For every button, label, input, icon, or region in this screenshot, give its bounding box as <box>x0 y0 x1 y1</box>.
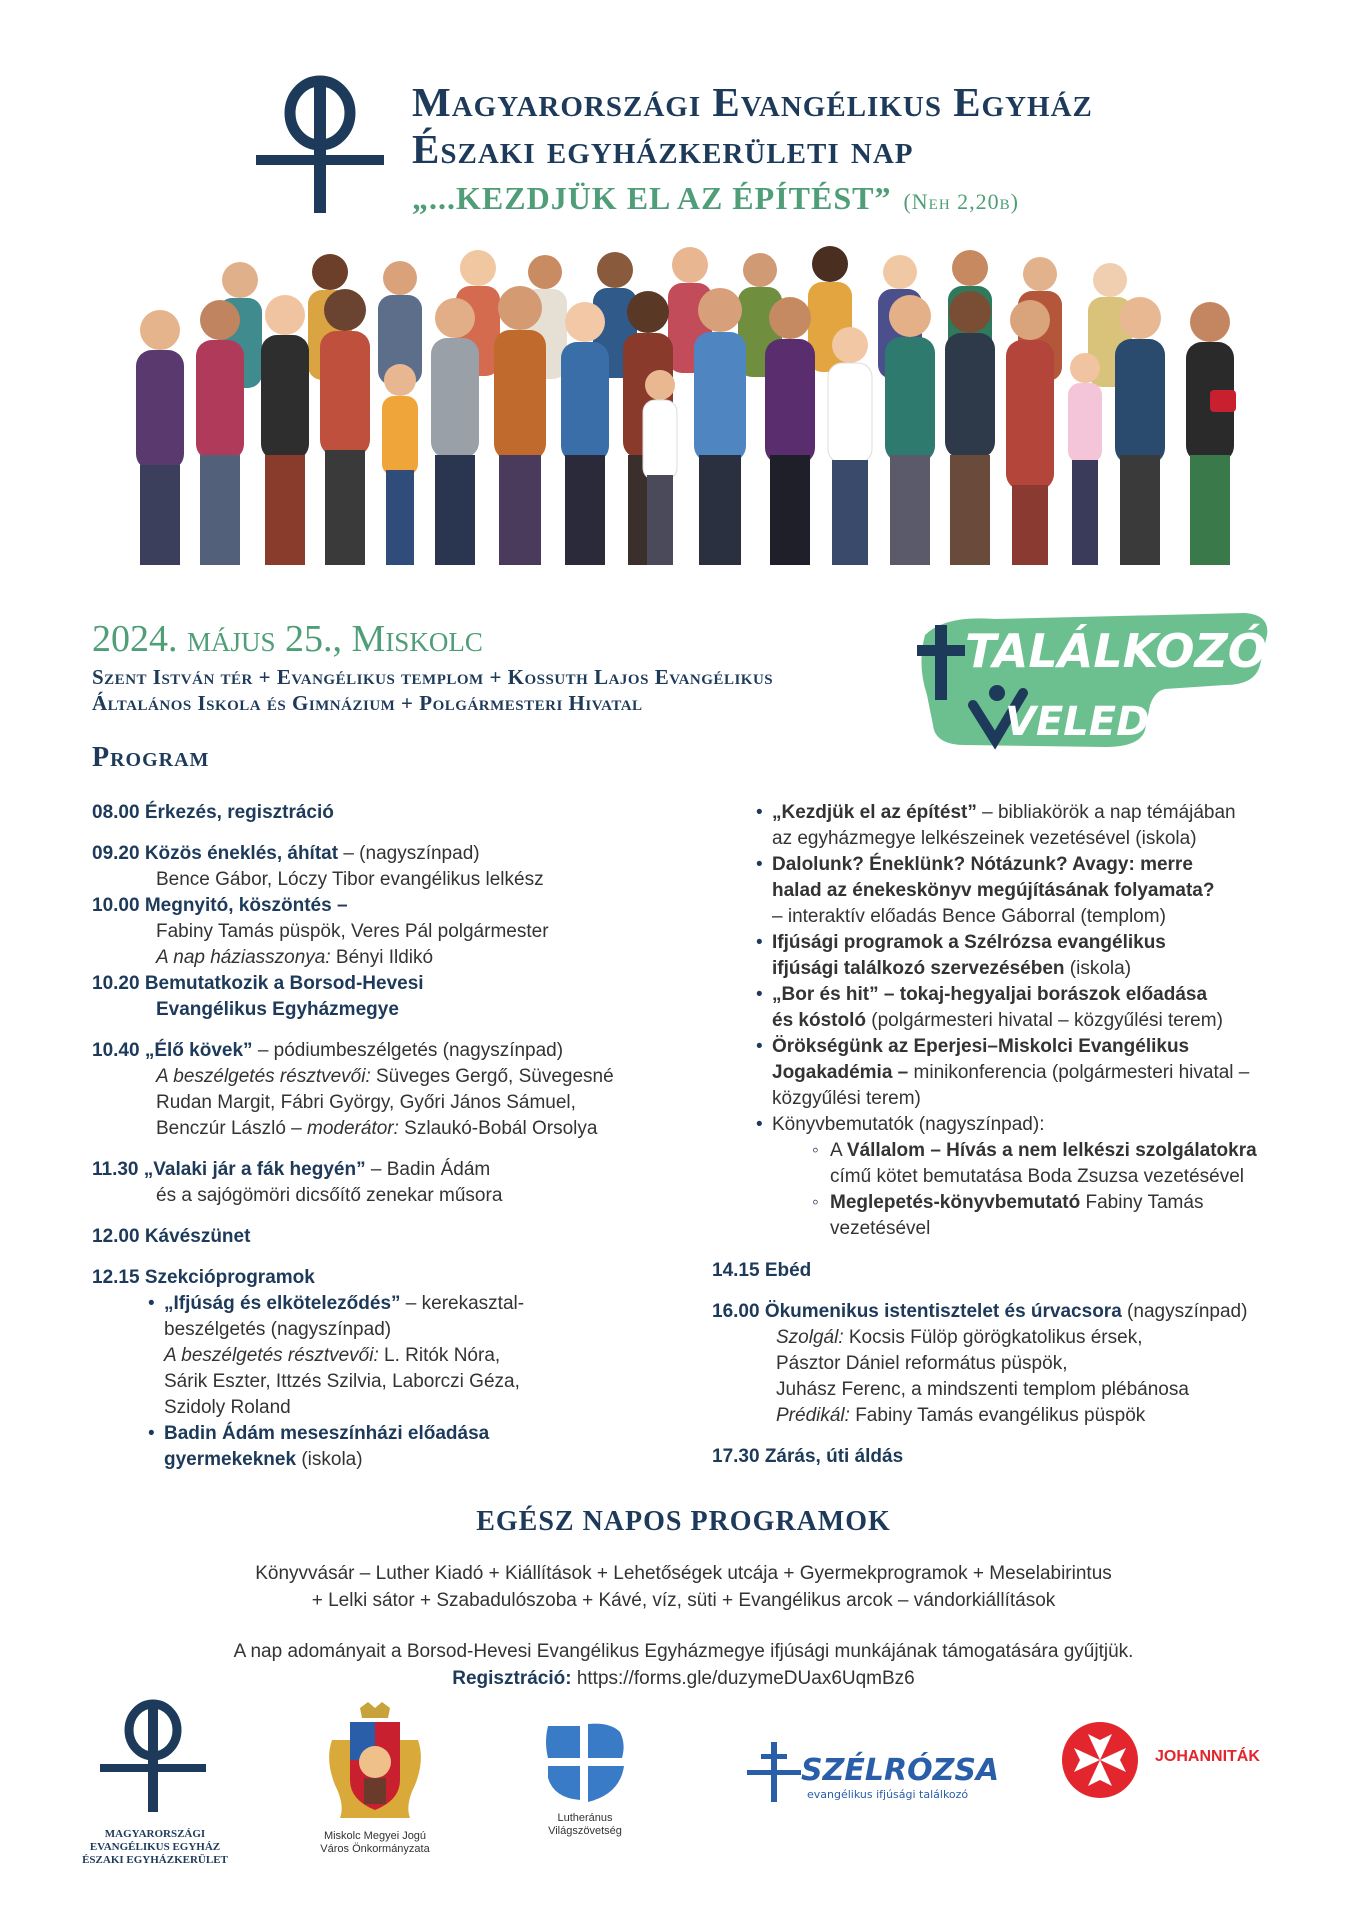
item-label: moderátor: <box>307 1118 399 1139</box>
program-item <box>92 800 692 826</box>
program-item <box>92 1038 692 1142</box>
item-time: 12.15 <box>92 1267 140 1288</box>
motto-text: „...KEZDJÜK EL AZ ÉPÍTÉST” <box>412 180 892 216</box>
item-detail: közgyűlési terem) <box>772 1088 921 1109</box>
event-venue <box>92 664 892 716</box>
item-title: Dalolunk? Éneklünk? Nótázunk? Avagy: merre <box>772 854 1193 875</box>
szelrozsa-name: SZÉLRÓZSA <box>801 1753 1000 1788</box>
badge-word-2: VELED <box>1005 699 1150 745</box>
lwf-caption <box>505 1812 665 1838</box>
item-time: 14.15 <box>712 1260 760 1281</box>
caption-line: Miskolc Megyei Jogú <box>323 1830 427 1842</box>
item-detail: – (nagyszínpad) <box>338 843 480 864</box>
item-time: 10.40 <box>92 1040 140 1061</box>
item-title: Bemutatkozik a Borsod-Hevesi <box>144 973 424 994</box>
donation-notice <box>0 1638 1367 1692</box>
item-title: „Ifjúság és elköteleződés” <box>164 1293 401 1314</box>
program-right-column <box>712 800 1332 1485</box>
item-label: A nap háziasszonya: <box>156 947 331 968</box>
section-bullet <box>756 1112 1332 1242</box>
item-detail: – kerekasztal- <box>400 1293 525 1314</box>
miskolc-coat-of-arms-icon <box>320 1700 430 1825</box>
szelrozsa-logo-icon <box>745 1740 1000 1810</box>
registration-label: Regisztráció: <box>452 1668 572 1689</box>
item-label: A beszélgetés résztvevői: <box>156 1066 371 1087</box>
venue-line-2: Általános Iskola és Gimnázium + Polgármesteri Hivatal <box>92 691 643 715</box>
item-title: Kávészünet <box>144 1226 251 1247</box>
item-detail: – pódiumbeszélgetés (nagyszínpad) <box>252 1040 564 1061</box>
program-item <box>712 1258 1332 1284</box>
crowd-illustration <box>100 250 1260 580</box>
item-detail: – Badin Ádám <box>365 1159 491 1180</box>
johannita-name: JOHANNITÁK <box>1155 1748 1260 1765</box>
program-item <box>92 893 692 971</box>
venue-line-1: Szent István tér + Evangélikus templom + Kossuth Lajos Evangélikus <box>92 665 774 689</box>
program-item <box>92 841 692 893</box>
caption-line: ÉSZAKI EGYHÁZKERÜLET <box>82 1854 228 1866</box>
title-line-2: Északi egyházkerületi nap <box>412 126 914 172</box>
item-detail: Kocsis Fülöp görögkatolikus érsek, <box>843 1327 1143 1348</box>
item-title: „Kezdjük el az építést” <box>772 802 977 823</box>
caption-line: MAGYARORSZÁGI <box>104 1828 206 1840</box>
program-item <box>712 1444 1332 1470</box>
program-item <box>92 971 692 1023</box>
item-detail: – bibliakörök a nap témájában <box>976 802 1236 823</box>
item-time: 09.20 <box>92 843 140 864</box>
item-detail: (iskola) <box>1064 958 1132 979</box>
item-title: Badin Ádám meseszínházi előadása <box>164 1423 490 1444</box>
section-bullet <box>756 852 1332 930</box>
item-label: Prédikál: <box>776 1405 850 1426</box>
item-detail: Rudan Margit, Fábri György, Győri János Sámuel, <box>156 1092 576 1113</box>
item-title: „Élő kövek” <box>144 1040 253 1061</box>
johannita-cross-icon <box>1060 1720 1140 1800</box>
talalkozo-veled-badge <box>905 605 1275 755</box>
sub-bullet <box>812 1138 1332 1190</box>
item-time: 12.00 <box>92 1226 140 1247</box>
registration-link[interactable]: https://forms.gle/duzymeDUax6UqmBz6 <box>571 1668 915 1689</box>
caption-line: Város Önkormányzata <box>320 1843 430 1855</box>
szelrozsa-subtitle: evangélikus ifjúsági találkozó <box>807 1788 969 1801</box>
item-title: gyermekeknek <box>164 1449 297 1470</box>
item-detail: Pásztor Dániel református püspök, <box>776 1353 1068 1374</box>
item-detail: című kötet bemutatása Boda Zsuzsa vezetésével <box>830 1166 1244 1187</box>
caption-line: Világszövetség <box>548 1825 622 1837</box>
all-day-heading: EGÉSZ NAPOS PROGRAMOK <box>476 1506 891 1537</box>
item-label: A beszélgetés résztvevői: <box>164 1345 379 1366</box>
item-time: 17.30 <box>712 1446 760 1467</box>
all-day-line-2: + Lelki sátor + Szabadulószoba + Kávé, víz, süti + Evangélikus arcok – vándorkiállítások <box>311 1590 1056 1611</box>
item-detail: A <box>830 1140 847 1161</box>
section-bullet <box>756 800 1332 852</box>
item-detail: vezetésével <box>830 1218 931 1239</box>
church-emblem-icon <box>250 75 390 215</box>
item-title: Közös éneklés, áhítat <box>144 843 339 864</box>
item-title: Örökségünk az Eperjesi–Miskolci Evangélikus <box>772 1036 1190 1057</box>
program-item <box>712 1299 1332 1429</box>
program-left-column <box>92 800 692 1488</box>
item-time: 11.30 <box>92 1159 139 1180</box>
item-title: Ifjúsági programok a Szélrózsa evangélikus <box>772 932 1166 953</box>
item-title: és kóstoló <box>772 1010 866 1031</box>
item-detail: Fabiny Tamás püspök, Veres Pál polgármester <box>156 921 549 942</box>
item-detail: (polgármesteri hivatal – közgyűlési terem) <box>865 1010 1223 1031</box>
motto-reference: (Neh 2,20b) <box>903 189 1020 214</box>
item-time: 10.20 <box>92 973 140 994</box>
caption-line: EVANGÉLIKUS EGYHÁZ <box>89 1841 221 1853</box>
item-title: Ebéd <box>764 1260 812 1281</box>
item-time: 08.00 <box>92 802 140 823</box>
item-detail: Bence Gábor, Lóczy Tibor evangélikus lelkész <box>156 869 544 890</box>
item-title: Ökumenikus istentisztelet és úrvacsora <box>764 1301 1122 1322</box>
item-title: Megnyitó, köszöntés – <box>144 895 348 916</box>
item-detail: beszélgetés (nagyszínpad) <box>164 1319 392 1340</box>
item-time: 16.00 <box>712 1301 760 1322</box>
item-title: „Bor és hit” – tokaj-hegyaljai borászok előadása <box>772 984 1208 1005</box>
donation-text: A nap adományait a Borsod-Hevesi Evangélikus Egyházmegye ifjúsági munkájának támogatására gyűjtjük. <box>233 1641 1134 1662</box>
item-detail: az egyházmegye lelkészeinek vezetésével (iskola) <box>772 828 1197 849</box>
title-line-1: Magyarországi Evangélikus Egyház <box>412 79 1093 125</box>
item-detail: L. Ritók Nóra, <box>378 1345 501 1366</box>
lutheran-world-federation-logo-icon <box>540 1718 630 1808</box>
item-detail: Sárik Eszter, Ittzés Szilvia, Laborczi Géza, <box>164 1371 520 1392</box>
miskolc-caption <box>290 1830 460 1856</box>
item-title: halad az énekeskönyv megújításának folyamata? <box>772 880 1215 901</box>
item-detail: Juhász Ferenc, a mindszenti templom plébánosa <box>776 1379 1189 1400</box>
item-detail: (nagyszínpad) <box>1121 1301 1248 1322</box>
item-title: Szekcióprogramok <box>144 1267 315 1288</box>
item-time: 10.00 <box>92 895 140 916</box>
badge-word-1: TALÁLKOZÓ <box>965 624 1267 678</box>
program-item <box>92 1157 692 1209</box>
program-item <box>92 1265 692 1473</box>
section-bullet <box>148 1291 692 1421</box>
item-detail: Süveges Gergő, Süvegesné <box>370 1066 614 1087</box>
item-detail: Fabiny Tamás <box>1080 1192 1204 1213</box>
north-district-logo-icon <box>98 1700 208 1815</box>
item-title: Evangélikus Egyházmegye <box>156 999 399 1020</box>
item-title: Vállalom – Hívás a nem lelkészi szolgálatokra <box>846 1140 1257 1161</box>
item-detail: (iskola) <box>296 1449 363 1470</box>
item-title: ifjúsági találkozó szervezésében <box>772 958 1065 979</box>
section-bullet <box>756 930 1332 982</box>
program-heading: Program <box>92 742 210 773</box>
event-date-place: 2024. május 25., Miskolc <box>92 618 483 660</box>
section-bullet <box>756 982 1332 1034</box>
caption-line: Lutheránus <box>557 1812 613 1824</box>
motto <box>412 180 1019 217</box>
item-detail: Bényi Ildikó <box>330 947 434 968</box>
section-bullet <box>756 1034 1332 1112</box>
sub-bullet <box>812 1190 1332 1242</box>
all-day-programs <box>0 1560 1367 1614</box>
item-label: Szolgál: <box>776 1327 844 1348</box>
item-title: Zárás, úti áldás <box>764 1446 904 1467</box>
item-title: Érkezés, regisztráció <box>144 802 334 823</box>
item-detail: Szlaukó-Bobál Orsolya <box>398 1118 598 1139</box>
item-title: Jogakadémia – <box>772 1062 909 1083</box>
item-detail: • Könyvbemutatók (nagyszínpad): <box>772 1114 1045 1135</box>
item-title: Meglepetés-könyvbemutató <box>830 1192 1081 1213</box>
item-detail: Benczúr László – <box>156 1118 308 1139</box>
section-bullet <box>148 1421 692 1473</box>
item-detail: Szidoly Roland <box>164 1397 291 1418</box>
item-detail: minikonferencia (polgármesteri hivatal – <box>908 1062 1250 1083</box>
all-day-line-1: Könyvvásár – Luther Kiadó + Kiállítások + Lehetőségek utcája + Gyermekprogramok + Meselabirintus <box>255 1563 1112 1584</box>
item-detail: és a sajógömöri dicsőítő zenekar műsora <box>156 1185 503 1206</box>
north-district-caption <box>70 1828 240 1867</box>
program-item <box>92 1224 692 1250</box>
item-title: „Valaki jár a fák hegyén” <box>143 1159 366 1180</box>
item-detail: – interaktív előadás Bence Gáborral (templom) <box>772 906 1166 927</box>
item-detail: Fabiny Tamás evangélikus püspök <box>849 1405 1146 1426</box>
